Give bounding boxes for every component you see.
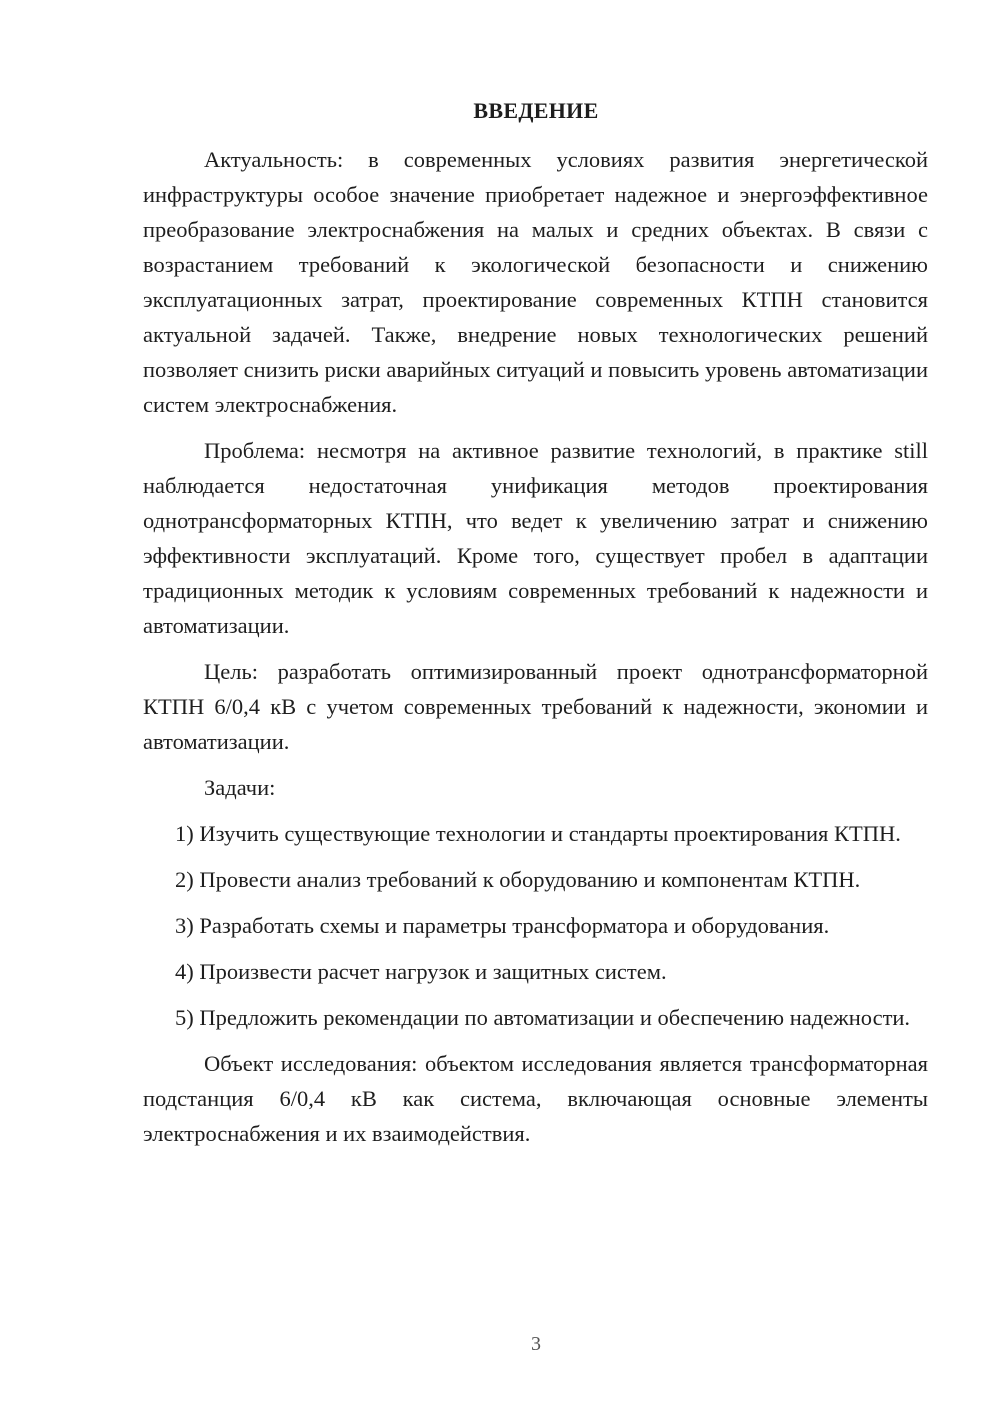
paragraph-problem: Проблема: несмотря на активное развитие технологий, в практике still наблюдается недостаточная унификация методов проектирования однотрансформаторных КТПН, что ведет к увеличению затрат и снижению эффективности эксплуатаций. Кроме того, существует пробел в адаптации традиционных методик к условиям современных требований к надежности и автоматизации. <box>143 438 928 638</box>
task-item-3: 3) Разработать схемы и параметры трансформатора и оборудования. <box>175 913 830 938</box>
task-item-2: 2) Провести анализ требований к оборудованию и компонентам КТПН. <box>175 867 861 892</box>
task-item-5: 5) Предложить рекомендации по автоматизации и обеспечению надежности. <box>175 1005 911 1030</box>
page-number: 3 <box>531 1333 541 1355</box>
paragraph-goal: Цель: разработать оптимизированный проект однотрансформаторной КТПН 6/0,4 кВ с учетом современных требований к надежности, экономии и автоматизации. <box>143 659 928 754</box>
task-item-4: 4) Произвести расчет нагрузок и защитных систем. <box>175 959 667 984</box>
paragraph-relevance: Актуальность: в современных условиях развития энергетической инфраструктуры особое значение приобретает надежное и энергоэффективное преобразование электроснабжения на малых и средних объектах. В связи с возрастанием требований к экологической безопасности и снижению эксплуатационных затрат, проектирование современных КТПН становится актуальной задачей. Также, внедрение новых технологических решений позволяет снизить риски аварийных ситуаций и повысить уровень автоматизации систем электроснабжения. <box>143 147 928 417</box>
paragraph-tasks-heading: Задачи: <box>204 775 276 800</box>
paragraph-object: Объект исследования: объектом исследования является трансформаторная подстанция 6/0,4 кВ как система, включающая основные элементы электроснабжения и их взаимодействия. <box>143 1051 928 1146</box>
document-body <box>143 142 928 1162</box>
page-title: ВВЕДЕНИЕ <box>473 98 599 123</box>
task-item-1: 1) Изучить существующие технологии и стандарты проектирования КТПН. <box>175 821 901 846</box>
